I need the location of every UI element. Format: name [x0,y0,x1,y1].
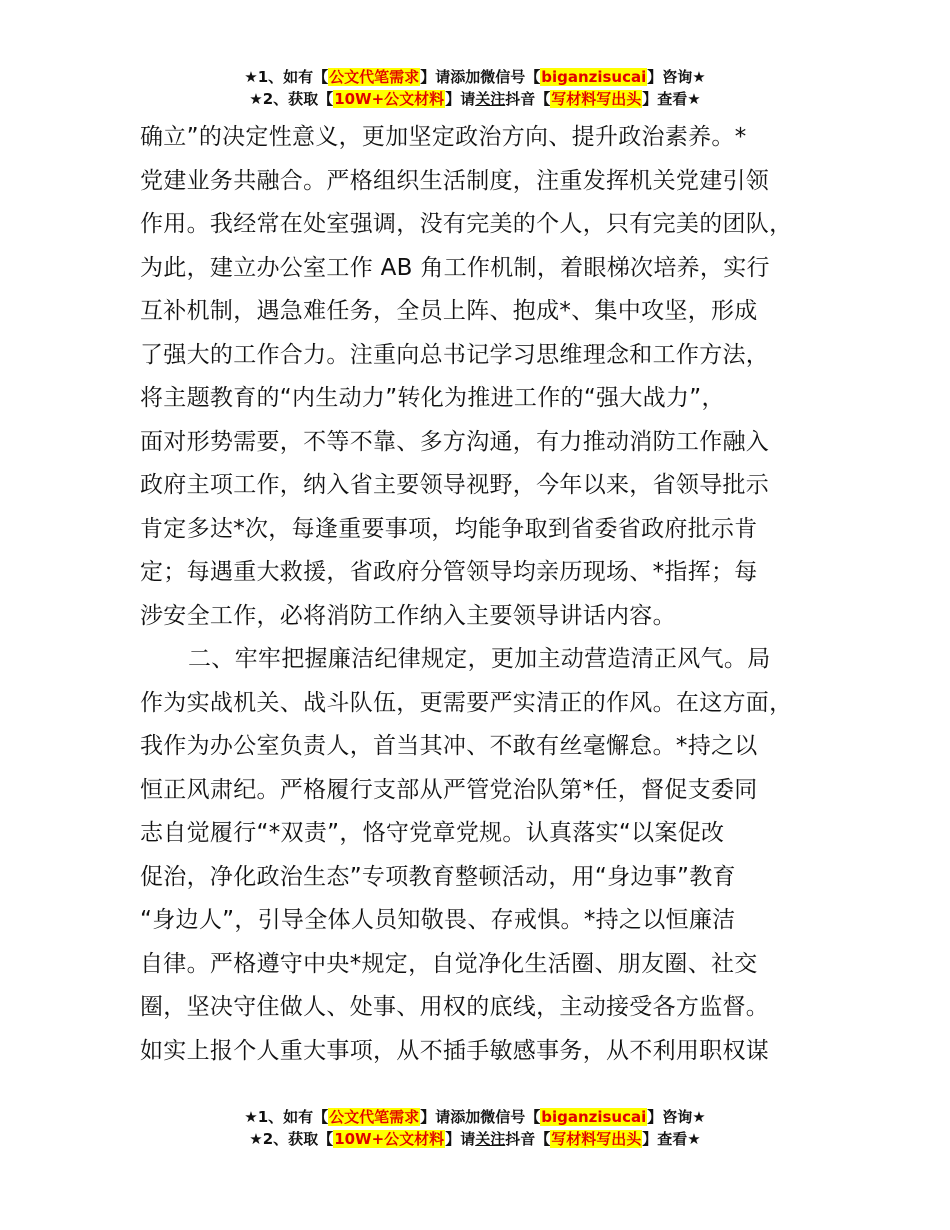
banner-text: 】咨询★ [647,1108,706,1126]
text-line: 圈，坚决守住做人、处事、用权的底线，主动接受各方监督。 [140,994,770,1020]
banner-text: 】查看★ [642,1130,701,1148]
highlight-wechat-id: biganzisucai [541,1108,647,1126]
text-line: 定；每遇重大救援，省政府分管领导均亲历现场、*指挥；每 [140,559,758,585]
text-line: 确立”的决定性意义，更加坚定政治方向、提升政治素养。* [140,124,747,150]
highlight-douyin-account: 写材料写出头 [551,1130,642,1148]
banner-text-underlined: 关注 [475,1130,506,1148]
banner-text: ★2、获取【 [249,90,334,108]
text-line: 涉安全工作，必将消防工作纳入主要领导讲话内容。 [140,602,676,629]
banner-line-2 [0,1128,950,1150]
banner-text: ★1、如有【 [244,1108,329,1126]
text-line: 互补机制，遇急难任务，全员上阵、抱成*、集中攻坚，形成 [140,298,758,324]
text-line: 促治，净化政治生态”专项教育整顿活动，用“身边事”教育 [140,863,736,890]
text-line: 自律。严格遵守中央*规定，自觉净化生活圈、朋友圈、社交 [140,950,758,977]
text-line: 了强大的工作合力。注重向总书记学习思维理念和工作方法， [140,341,770,368]
banner-text: 】请添加微信号【 [420,1108,541,1126]
banner-text: 】查看★ [642,90,701,108]
text-line: 恒正风肃纪。严格履行支部从严管党治队第*任，督促支委同 [140,776,758,803]
highlight-materials: 10W+公文材料 [334,90,445,108]
text-line: 肯定多达*次，每逢重要事项，均能争取到省委省政府批示肯 [140,515,758,542]
banner-text: 抖音【 [505,1130,551,1148]
highlight-writing-service: 公文代笔需求 [329,1108,420,1126]
text-line: “身边人”，引导全体人员知敬畏、存戒惧。*持之以恒廉洁 [140,907,736,933]
footer-banner [0,1106,950,1150]
text-line: 将主题教育的“内生动力”转化为推进工作的“强大战力”， [140,385,725,411]
text-line: 作为实战机关、战斗队伍，更需要严实清正的作风。在这方面， [140,689,793,716]
banner-line-1 [0,66,950,88]
text-line: 如实上报个人重大事项，从不插手敏感事务，从不利用职权谋 [140,1037,770,1064]
highlight-wechat-id: biganzisucai [541,68,647,86]
text-line: 为此，建立办公室工作 AB 角工作机制，着眼梯次培养，实行 [140,254,770,281]
paragraph-heading-line: 二、牢牢把握廉洁纪律规定，更加主动营造清正风气。局 [188,646,771,672]
text-line: 政府主项工作，纳入省主要领导视野，今年以来，省领导批示 [140,472,770,498]
text-line: 面对形势需要，不等不靠、多方沟通，有力推动消防工作融入 [140,428,770,455]
banner-text: 】请 [445,90,476,108]
header-banner [0,66,950,110]
text-line: 我作为办公室负责人，首当其冲、不敢有丝毫懈怠。*持之以 [140,733,758,759]
highlight-writing-service: 公文代笔需求 [329,68,420,86]
banner-text-underlined: 关注 [475,90,506,108]
text-line: 志自觉履行“*双责”，恪守党章党规。认真落实“以案促改 [140,820,725,846]
document-body [140,116,840,1073]
banner-line-2 [0,88,950,110]
highlight-douyin-account: 写材料写出头 [551,90,642,108]
banner-text: 】咨询★ [647,68,706,86]
banner-text: 】请添加微信号【 [420,68,541,86]
banner-text: ★2、获取【 [249,1130,334,1148]
banner-text: ★1、如有【 [244,68,329,86]
text-line: 作用。我经常在处室强调，没有完美的个人，只有完美的团队， [140,211,793,237]
banner-line-1 [0,1106,950,1128]
highlight-materials: 10W+公文材料 [334,1130,445,1148]
banner-text: 】请 [445,1130,476,1148]
banner-text: 抖音【 [505,90,551,108]
text-line: 党建业务共融合。严格组织生活制度，注重发挥机关党建引领 [140,167,770,194]
